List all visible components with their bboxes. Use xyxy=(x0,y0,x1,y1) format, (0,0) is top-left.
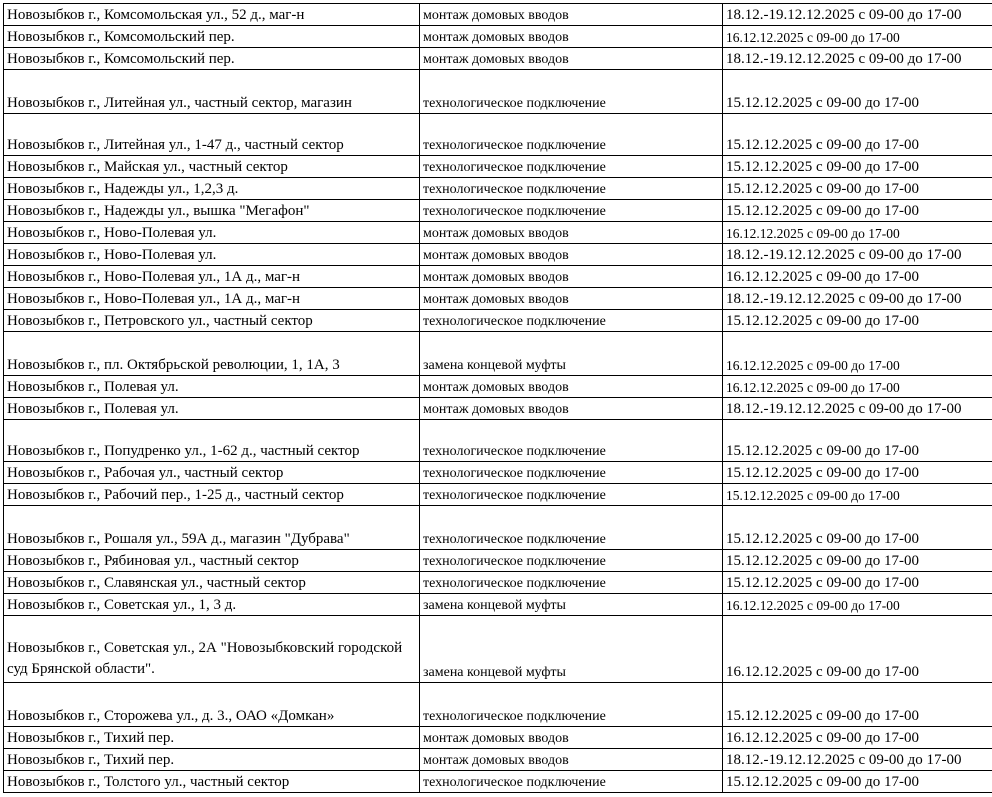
period-cell: 18.12.-19.12.12.2025 с 09-00 до 17-00 xyxy=(723,749,992,771)
table-row xyxy=(4,727,992,749)
work-type-cell: технологическое подключение xyxy=(420,506,723,550)
address-cell: Новозыбков г., Толстого ул., частный сектор xyxy=(4,771,420,793)
address-cell: Новозыбков г., Комсомольский пер. xyxy=(4,48,420,70)
work-type-cell: монтаж домовых вводов xyxy=(420,26,723,48)
address-cell: Новозыбков г., Рошаля ул., 59А д., магазин "Дубрава" xyxy=(4,506,420,550)
work-type-cell: технологическое подключение xyxy=(420,572,723,594)
period-cell: 16.12.12.2025 с 09-00 до 17-00 xyxy=(723,594,992,616)
address-cell: Новозыбков г., Майская ул., частный сектор xyxy=(4,156,420,178)
table-row xyxy=(4,310,992,332)
address-cell: Новозыбков г., Ново-Полевая ул. xyxy=(4,222,420,244)
address-cell: Новозыбков г., Советская ул., 1, 3 д. xyxy=(4,594,420,616)
address-cell: Новозыбков г., Сторожева ул., д. 3., ОАО «Домкан» xyxy=(4,683,420,727)
table-row xyxy=(4,156,992,178)
address-cell: Новозыбков г., Комсомольский пер. xyxy=(4,26,420,48)
period-cell: 15.12.12.2025 с 09-00 до 17-00 xyxy=(723,310,992,332)
work-type-cell: монтаж домовых вводов xyxy=(420,727,723,749)
table-row xyxy=(4,222,992,244)
work-type-cell: замена концевой муфты xyxy=(420,594,723,616)
table-row xyxy=(4,70,992,114)
table-row xyxy=(4,550,992,572)
table-row xyxy=(4,266,992,288)
table-row xyxy=(4,288,992,310)
work-type-cell: технологическое подключение xyxy=(420,70,723,114)
work-type-cell: технологическое подключение xyxy=(420,683,723,727)
table-row xyxy=(4,683,992,727)
table-row xyxy=(4,771,992,793)
period-cell: 15.12.12.2025 с 09-00 до 17-00 xyxy=(723,484,992,506)
period-cell: 16.12.12.2025 с 09-00 до 17-00 xyxy=(723,266,992,288)
work-type-cell: монтаж домовых вводов xyxy=(420,749,723,771)
period-cell: 18.12.-19.12.12.2025 с 09-00 до 17-00 xyxy=(723,288,992,310)
period-cell: 18.12.-19.12.12.2025 с 09-00 до 17-00 xyxy=(723,4,992,26)
work-type-cell: технологическое подключение xyxy=(420,156,723,178)
work-type-cell: технологическое подключение xyxy=(420,114,723,156)
address-cell: Новозыбков г., Литейная ул., частный сектор, магазин xyxy=(4,70,420,114)
table-row xyxy=(4,332,992,376)
work-type-cell: технологическое подключение xyxy=(420,200,723,222)
work-type-cell: монтаж домовых вводов xyxy=(420,288,723,310)
address-cell: Новозыбков г., Полевая ул. xyxy=(4,376,420,398)
period-cell: 15.12.12.2025 с 09-00 до 17-00 xyxy=(723,572,992,594)
period-cell: 15.12.12.2025 с 09-00 до 17-00 xyxy=(723,683,992,727)
work-type-cell: монтаж домовых вводов xyxy=(420,4,723,26)
period-cell: 15.12.12.2025 с 09-00 до 17-00 xyxy=(723,70,992,114)
work-type-cell: технологическое подключение xyxy=(420,420,723,462)
address-cell: Новозыбков г., Надежды ул., вышка "Мегафон" xyxy=(4,200,420,222)
period-cell: 15.12.12.2025 с 09-00 до 17-00 xyxy=(723,420,992,462)
table-row xyxy=(4,4,992,26)
period-cell: 16.12.12.2025 с 09-00 до 17-00 xyxy=(723,376,992,398)
work-type-cell: технологическое подключение xyxy=(420,310,723,332)
period-cell: 15.12.12.2025 с 09-00 до 17-00 xyxy=(723,771,992,793)
address-cell: Новозыбков г., Ново-Полевая ул., 1А д., маг-н xyxy=(4,266,420,288)
address-cell: Новозыбков г., Рабочая ул., частный сектор xyxy=(4,462,420,484)
address-cell: Новозыбков г., Тихий пер. xyxy=(4,749,420,771)
address-cell: Новозыбков г., Рябиновая ул., частный сектор xyxy=(4,550,420,572)
work-type-cell: монтаж домовых вводов xyxy=(420,398,723,420)
address-cell: Новозыбков г., Комсомольская ул., 52 д., маг-н xyxy=(4,4,420,26)
address-cell: Новозыбков г., Полевая ул. xyxy=(4,398,420,420)
table-row xyxy=(4,462,992,484)
work-type-cell: монтаж домовых вводов xyxy=(420,244,723,266)
table-row xyxy=(4,178,992,200)
outage-schedule-table xyxy=(3,3,992,793)
period-cell: 16.12.12.2025 с 09-00 до 17-00 xyxy=(723,26,992,48)
period-cell: 15.12.12.2025 с 09-00 до 17-00 xyxy=(723,178,992,200)
table-row xyxy=(4,420,992,462)
period-cell: 15.12.12.2025 с 09-00 до 17-00 xyxy=(723,462,992,484)
work-type-cell: монтаж домовых вводов xyxy=(420,48,723,70)
table-row xyxy=(4,616,992,683)
work-type-cell: технологическое подключение xyxy=(420,484,723,506)
address-cell: Новозыбков г., Советская ул., 2А "Новозыбковский городской суд Брянской области". xyxy=(4,616,420,683)
period-cell: 16.12.12.2025 с 09-00 до 17-00 xyxy=(723,616,992,683)
table-row xyxy=(4,200,992,222)
address-cell: Новозыбков г., Ново-Полевая ул., 1А д., маг-н xyxy=(4,288,420,310)
address-cell: Новозыбков г., Надежды ул., 1,2,3 д. xyxy=(4,178,420,200)
period-cell: 15.12.12.2025 с 09-00 до 17-00 xyxy=(723,506,992,550)
period-cell: 15.12.12.2025 с 09-00 до 17-00 xyxy=(723,200,992,222)
address-cell: Новозыбков г., Славянская ул., частный сектор xyxy=(4,572,420,594)
address-cell: Новозыбков г., Ново-Полевая ул. xyxy=(4,244,420,266)
period-cell: 16.12.12.2025 с 09-00 до 17-00 xyxy=(723,332,992,376)
work-type-cell: технологическое подключение xyxy=(420,178,723,200)
work-type-cell: технологическое подключение xyxy=(420,462,723,484)
table-row xyxy=(4,48,992,70)
period-cell: 15.12.12.2025 с 09-00 до 17-00 xyxy=(723,156,992,178)
table-row xyxy=(4,376,992,398)
period-cell: 16.12.12.2025 с 09-00 до 17-00 xyxy=(723,727,992,749)
address-cell: Новозыбков г., Тихий пер. xyxy=(4,727,420,749)
work-type-cell: монтаж домовых вводов xyxy=(420,266,723,288)
table-row xyxy=(4,506,992,550)
table-row xyxy=(4,594,992,616)
address-cell: Новозыбков г., пл. Октябрьской революции, 1, 1А, 3 xyxy=(4,332,420,376)
period-cell: 15.12.12.2025 с 09-00 до 17-00 xyxy=(723,114,992,156)
table-row xyxy=(4,484,992,506)
work-type-cell: замена концевой муфты xyxy=(420,616,723,683)
address-cell: Новозыбков г., Попудренко ул., 1-62 д., частный сектор xyxy=(4,420,420,462)
period-cell: 18.12.-19.12.12.2025 с 09-00 до 17-00 xyxy=(723,48,992,70)
work-type-cell: технологическое подключение xyxy=(420,550,723,572)
period-cell: 18.12.-19.12.12.2025 с 09-00 до 17-00 xyxy=(723,398,992,420)
period-cell: 16.12.12.2025 с 09-00 до 17-00 xyxy=(723,222,992,244)
work-type-cell: технологическое подключение xyxy=(420,771,723,793)
address-cell: Новозыбков г., Литейная ул., 1-47 д., частный сектор xyxy=(4,114,420,156)
table-row xyxy=(4,26,992,48)
work-type-cell: монтаж домовых вводов xyxy=(420,376,723,398)
table-row xyxy=(4,244,992,266)
address-cell: Новозыбков г., Рабочий пер., 1-25 д., частный сектор xyxy=(4,484,420,506)
period-cell: 18.12.-19.12.12.2025 с 09-00 до 17-00 xyxy=(723,244,992,266)
work-type-cell: замена концевой муфты xyxy=(420,332,723,376)
work-type-cell: монтаж домовых вводов xyxy=(420,222,723,244)
table-row xyxy=(4,398,992,420)
address-cell: Новозыбков г., Петровского ул., частный сектор xyxy=(4,310,420,332)
table-row xyxy=(4,114,992,156)
table-row xyxy=(4,572,992,594)
table-body xyxy=(4,4,992,793)
period-cell: 15.12.12.2025 с 09-00 до 17-00 xyxy=(723,550,992,572)
table-row xyxy=(4,749,992,771)
